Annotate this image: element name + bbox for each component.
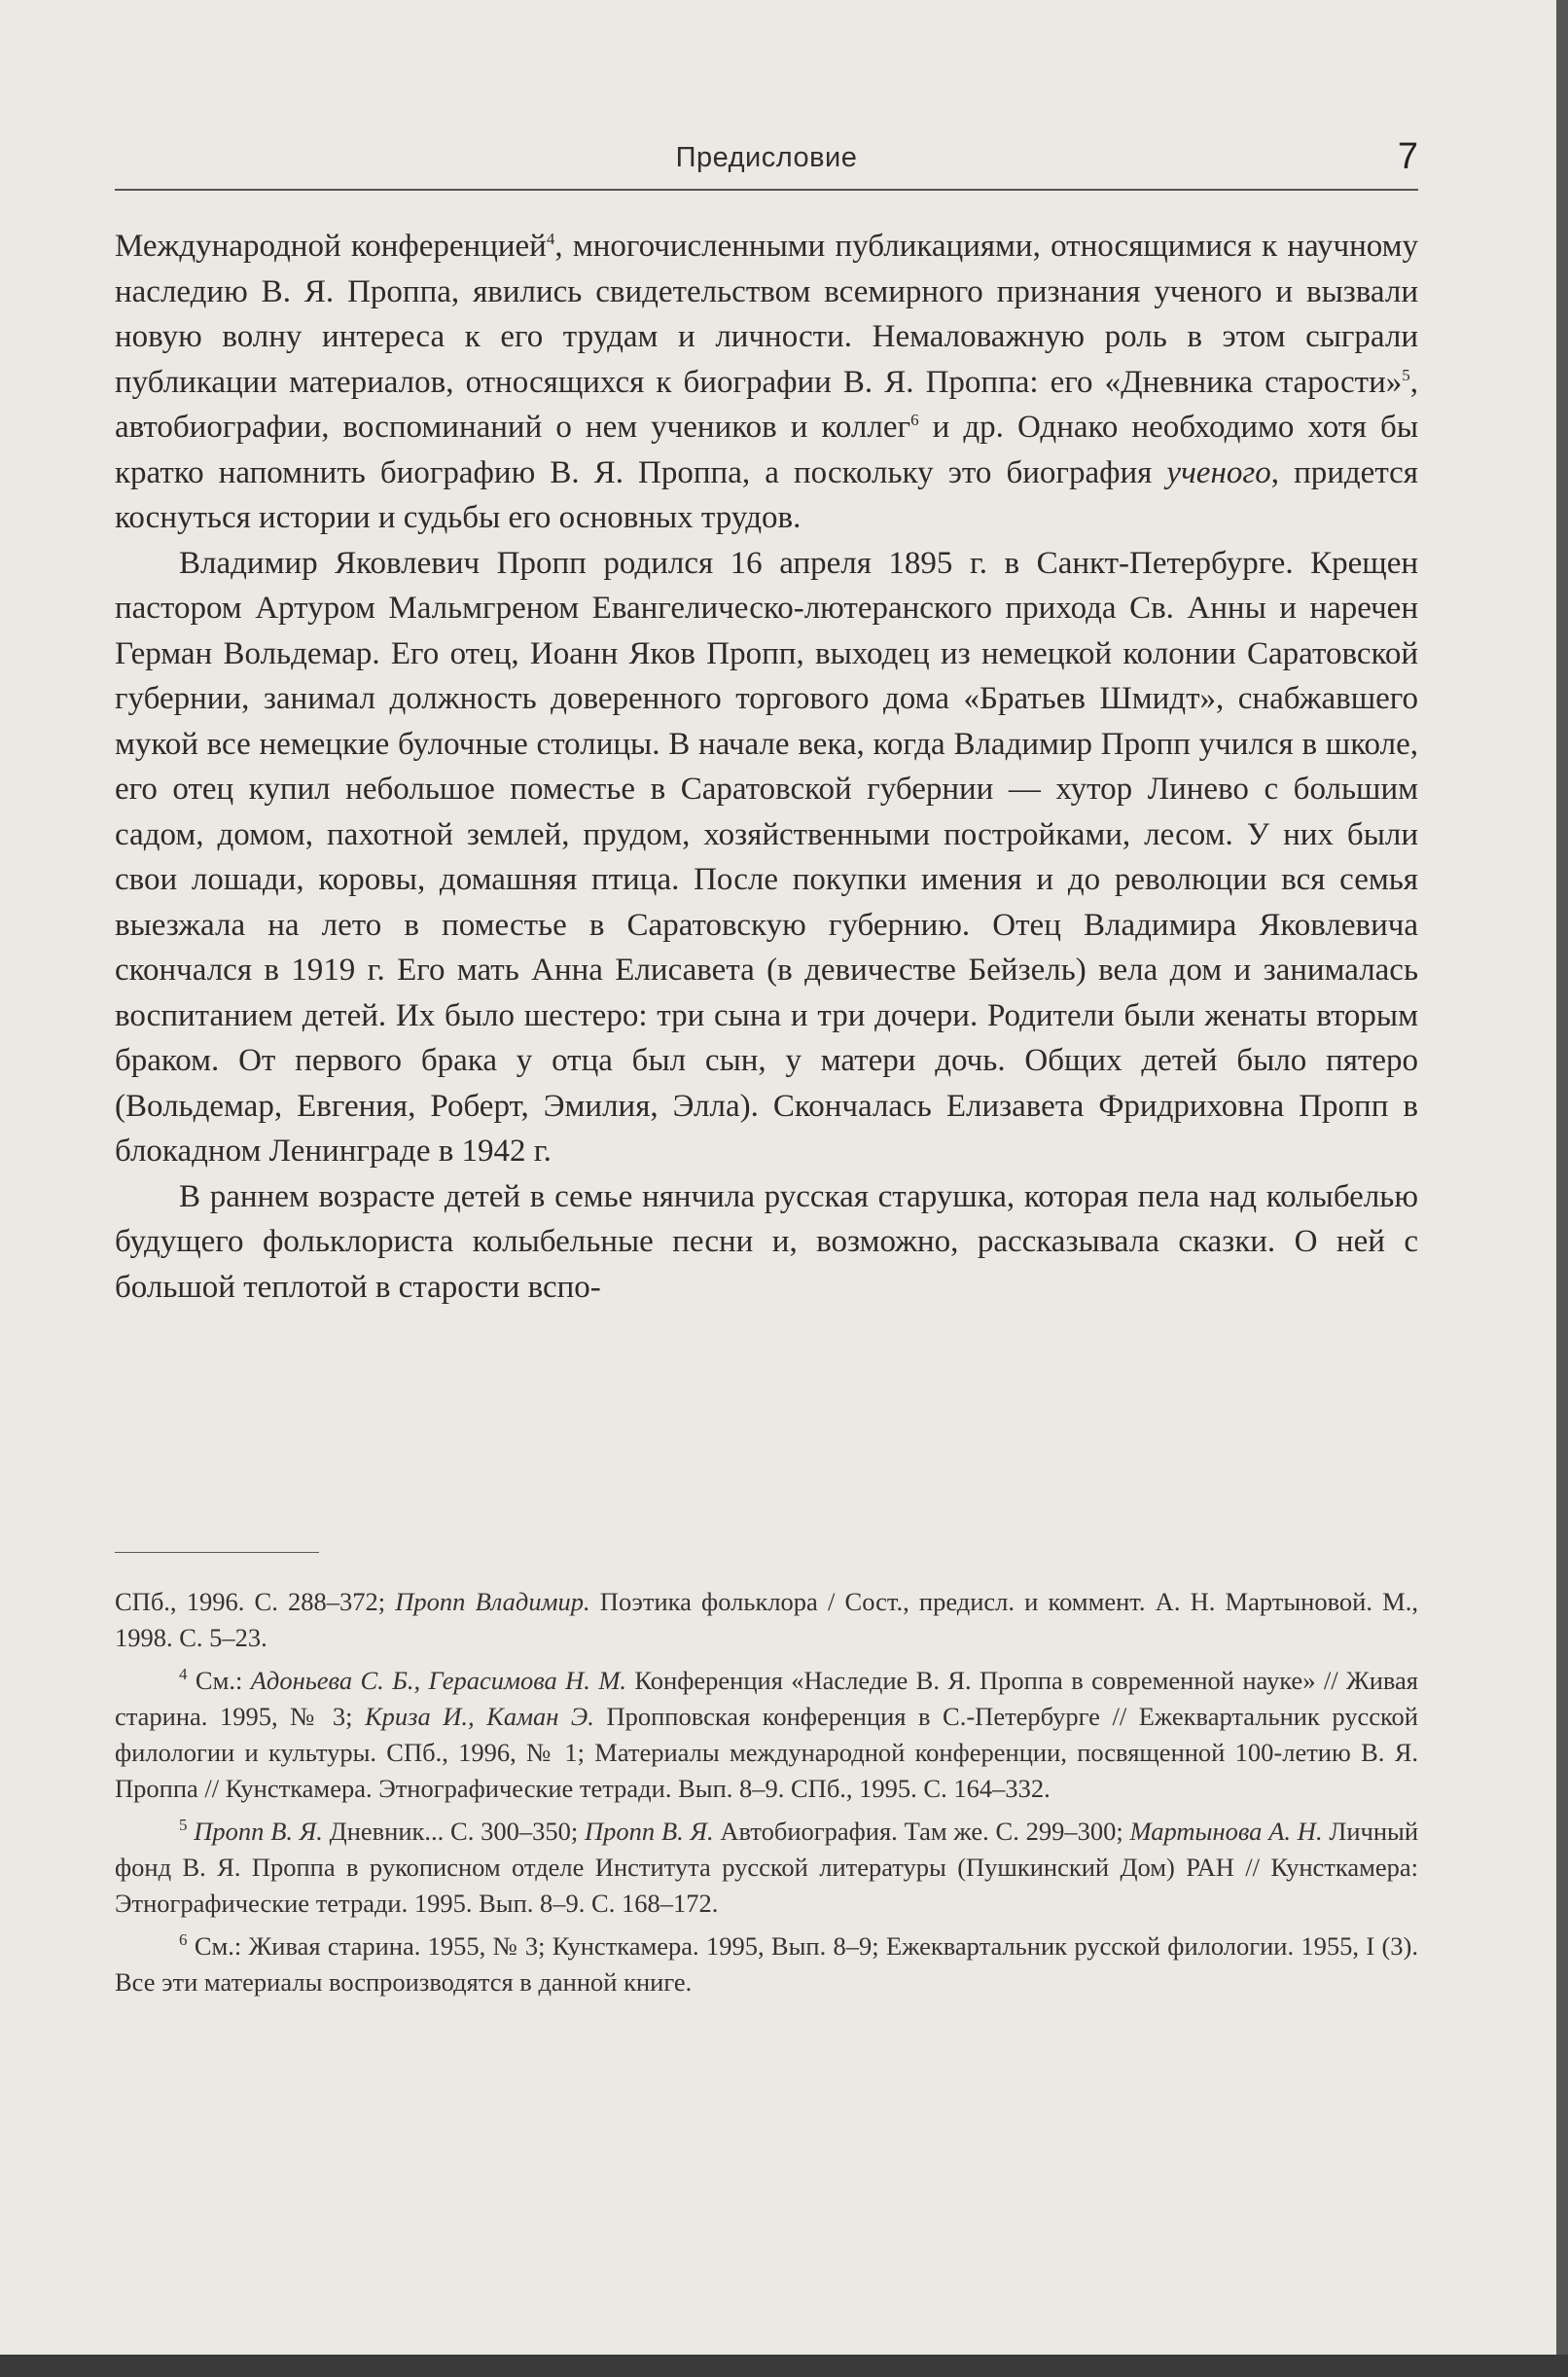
- paragraph-childhood: В раннем возрасте детей в семье нянчила русская старушка, которая пела над колыбелью будущего фольклориста колыбельные песни и, возможно, рассказывала сказки. О ней с большой теплотой в старости вспо-: [115, 1178, 1418, 1305]
- running-head: Предисловие: [675, 142, 858, 173]
- footnote-4: [115, 1663, 1418, 1807]
- text-run: , придется коснуться истории и судьбы его основных трудов.: [115, 454, 1418, 535]
- italic-text: Пропп Владимир.: [395, 1587, 590, 1616]
- footnote-ref: 5: [1402, 365, 1410, 384]
- italic-text: Криза И., Каман Э.: [365, 1702, 594, 1731]
- footnote-continuation: [115, 1584, 1418, 1656]
- italic-text: ученого: [1166, 454, 1271, 490]
- text-run: Автобиография. Там же. С. 299–300;: [713, 1817, 1130, 1846]
- footnote-rule: [115, 1552, 319, 1553]
- footnotes: [115, 1584, 1418, 2007]
- text-run: Личный фонд В. Я. Проппа в рукописном отделе Института русской литературы (Пушкинский Дом) РАН // Кунсткамера: Этнографические тетради. 1995. Вып. 8–9. С. 168–172.: [115, 1817, 1419, 1918]
- italic-text: Пропп В. Я.: [585, 1817, 714, 1846]
- footnote-5: [115, 1814, 1418, 1922]
- text-run: и др. Однако необходимо хотя бы кратко напомнить биографию В. Я. Проппа, а поскольку это биография: [115, 410, 1419, 490]
- text-run: , многочисленными публикациями, относящимися к научному наследию В. Я. Проппа, явились свидетельством всемирного признания ученого и вызвали новую волну интереса к его трудам и личности. Немаловажную роль в этом сыграли публикации материалов, относящихся к биографии В. Я. Проппа: его «Дневника старости»: [115, 229, 1418, 400]
- footnote-ref: 6: [910, 411, 919, 429]
- paragraph-continuation: [115, 224, 1418, 541]
- italic-text: Адоньева С. Б., Герасимова Н. М.: [250, 1666, 627, 1695]
- paragraph-biography: Владимир Яковлевич Пропп родился 16 апреля 1895 г. в Санкт-Петербурге. Крещен пастором Артуром Мальмгреном Евангелическо-лютеранского прихода Св. Анны и наречен Герман Вольдемар. Его отец, Иоанн Яков Пропп, выходец из немецкой колонии Саратовской губернии, занимал должность доверенного торгового дома «Братьев Шмидт», снабжавшего мукой все немецкие булочные столицы. В начале века, когда Владимир Пропп учился в школе, его отец купил небольшое поместье в Саратовской губернии — хутор Линево с большим садом, домом, пахотной землей, прудом, хозяйственными постройками, лесом. У них были свои лошади, коровы, домашняя птица. После покупки имения и до революции вся семья выезжала на лето в поместье в Саратовскую губернию. Отец Владимира Яковлевича скончался в 1919 г. Его мать Анна Елисавета (в девичестве Бейзель) вела дом и занималась воспитанием детей. Их было шестеро: три сына и три дочери. Родители были женаты вторым браком. От первого брака у отца был сын, у матери дочь. Общих детей было пятеро (Вольдемар, Евгения, Роберт, Эмилия, Элла). Скончалась Елизавета Фридриховна Пропп в блокадном Ленинграде в 1942 г.: [115, 545, 1418, 1169]
- italic-text: Пропп В. Я.: [194, 1817, 323, 1846]
- text-run: См.: Живая старина. 1955, № 3; Кунсткамера. 1995, Вып. 8–9; Ежеквартальник русской филологии. 1955, I (3). Все эти материалы воспроизводятся в данной книге.: [115, 1931, 1418, 1997]
- page-number: 7: [1397, 136, 1418, 177]
- text-run: , автобиографии, воспоминаний о нем учеников и коллег: [115, 364, 1418, 445]
- header-rule: [115, 189, 1418, 191]
- text-run: Конференция «Наследие В. Я. Проппа в современной науке» // Живая старина. 1995, № 3;: [115, 1666, 1418, 1731]
- footnote-ref: 4: [546, 230, 555, 248]
- footnote-6: [115, 1928, 1418, 2000]
- text-run: См.:: [187, 1666, 251, 1695]
- footnote-number: 4: [179, 1665, 188, 1684]
- footnote-number: 6: [179, 1930, 188, 1950]
- text-run: Пропповская конференция в С.-Петербурге // Ежеквартальник русской филологии и культуры. СПб., 1996, № 1; Материалы международной конференции, посвященной 100-летию В. Я. Проппа // Кунсткамера. Этнографические тетради. Вып. 8–9. СПб., 1995. С. 164–332.: [115, 1702, 1418, 1803]
- text-run: Поэтика фольклора / Сост., предисл. и коммент. А. Н. Мартыновой. М., 1998. С. 5–23.: [115, 1587, 1418, 1652]
- main-text: [115, 224, 1418, 1310]
- text-run: СПб., 1996. С. 288–372;: [115, 1587, 396, 1616]
- scan-edge-right: [1556, 0, 1568, 2377]
- scan-edge-bottom: [0, 2355, 1568, 2377]
- text-run: Дневник... С. 300–350;: [322, 1817, 586, 1846]
- page-header: [115, 136, 1418, 195]
- footnote-number: 5: [179, 1816, 188, 1835]
- italic-text: Мартынова А. Н.: [1129, 1817, 1323, 1846]
- text-run: Международной конференцией: [115, 229, 547, 264]
